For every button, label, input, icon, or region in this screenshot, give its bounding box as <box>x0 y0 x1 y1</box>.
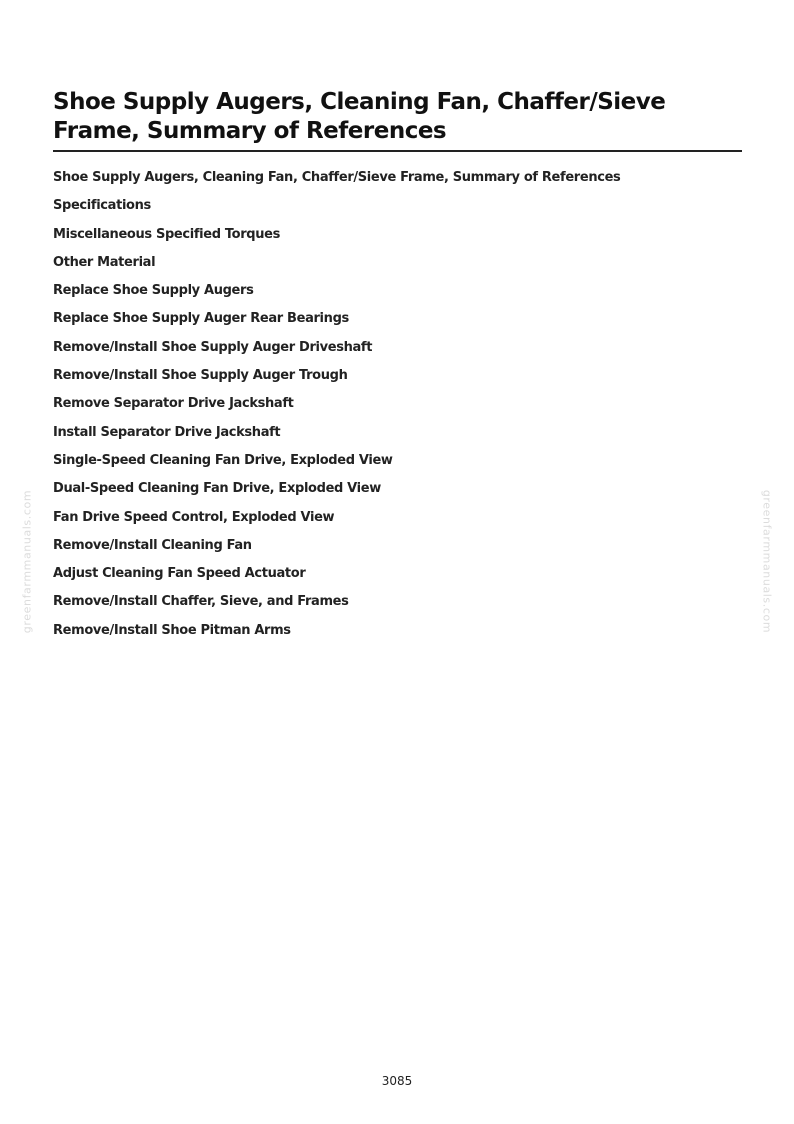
page-number: 3085 <box>381 1074 413 1088</box>
reference-link-cleaning-fan[interactable]: Remove/Install Cleaning Fan <box>53 537 252 553</box>
reference-link-summary[interactable]: Shoe Supply Augers, Cleaning Fan, Chaffer/Sieve Frame, Summary of References <box>53 170 621 185</box>
reference-link-pitman-arms[interactable]: Remove/Install Shoe Pitman Arms <box>53 622 291 638</box>
title-divider <box>53 150 742 152</box>
reference-link-chaffer-sieve[interactable]: Remove/Install Chaffer, Sieve, and Frames <box>53 594 349 610</box>
reference-link-specifications[interactable]: Specifications <box>53 198 151 214</box>
watermark-right: greenfarmmanuals.com <box>760 489 774 634</box>
reference-link-fan-speed-control[interactable]: Fan Drive Speed Control, Exploded View <box>53 509 335 525</box>
reference-list <box>53 166 620 647</box>
reference-link-misc-torques[interactable]: Miscellaneous Specified Torques <box>53 226 281 242</box>
reference-link-fan-actuator[interactable]: Adjust Cleaning Fan Speed Actuator <box>53 566 306 582</box>
reference-link-replace-augers[interactable]: Replace Shoe Supply Augers <box>53 283 254 299</box>
reference-link-replace-rear-bearings[interactable]: Replace Shoe Supply Auger Rear Bearings <box>53 311 349 327</box>
reference-link-remove-jackshaft[interactable]: Remove Separator Drive Jackshaft <box>53 396 294 412</box>
reference-link-install-jackshaft[interactable]: Install Separator Drive Jackshaft <box>53 424 281 440</box>
reference-link-single-speed-fan[interactable]: Single-Speed Cleaning Fan Drive, Exploded View <box>53 452 393 468</box>
reference-link-auger-trough[interactable]: Remove/Install Shoe Supply Auger Trough <box>53 368 348 384</box>
reference-link-auger-driveshaft[interactable]: Remove/Install Shoe Supply Auger Driveshaft <box>53 339 373 355</box>
page-title: Shoe Supply Augers, Cleaning Fan, Chaffer/Sieve Frame, Summary of References <box>53 89 666 144</box>
reference-link-other-material[interactable]: Other Material <box>53 254 156 270</box>
reference-link-dual-speed-fan[interactable]: Dual-Speed Cleaning Fan Drive, Exploded View <box>53 481 381 497</box>
watermark-left: greenfarmmanuals.com <box>20 489 34 634</box>
